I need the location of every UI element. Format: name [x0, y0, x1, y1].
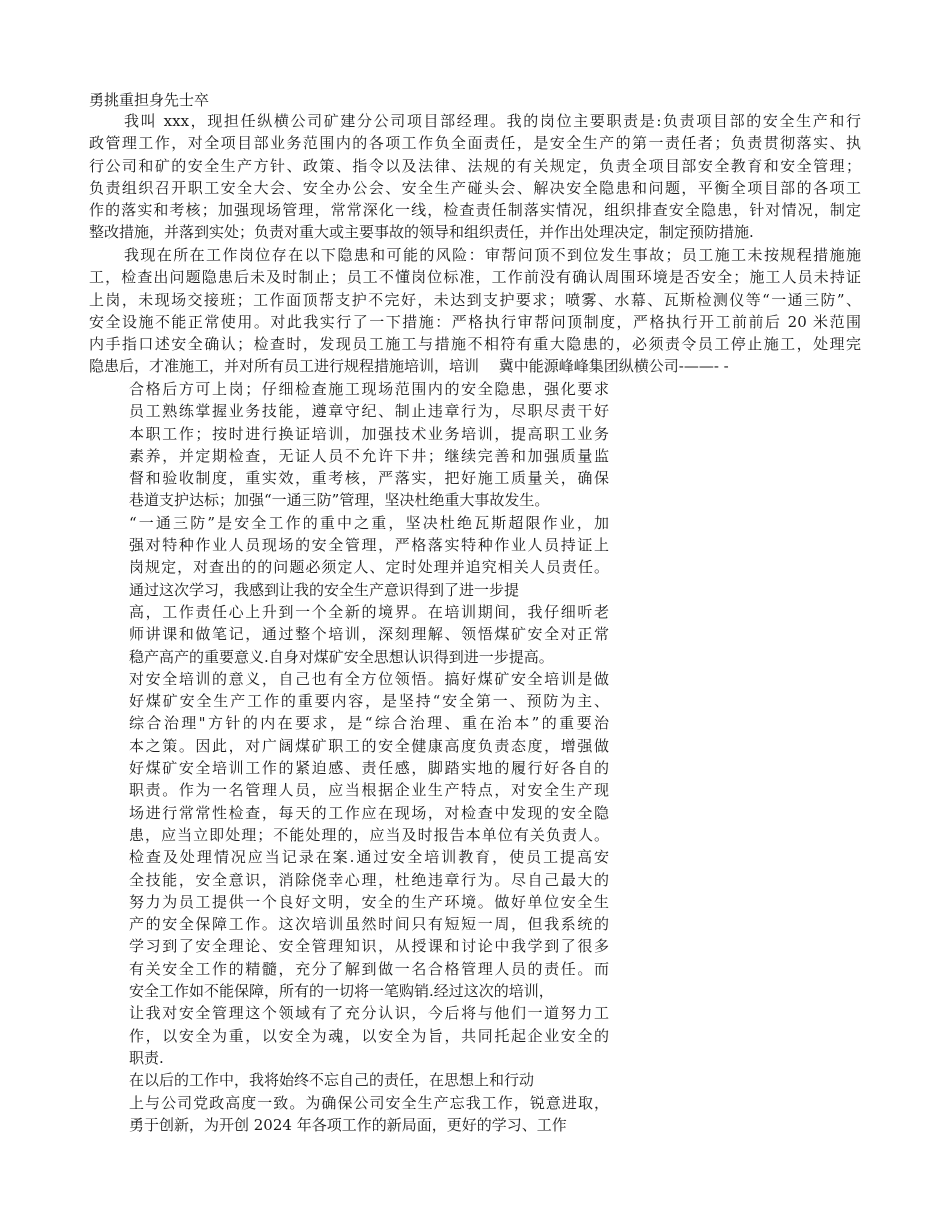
- text-line: 综合治理"方针的内在要求，是“综合治理、重在治本”的重要治: [129, 714, 609, 733]
- text-line: 作，以安全为重，以安全为魂，以安全为旨，共同托起企业安全的: [129, 1026, 609, 1045]
- paragraph-responsibilities: [89, 110, 861, 244]
- document-title: 勇挑重担身先士卒: [89, 91, 210, 109]
- text-line: 好煤矿安全生产工作的重要内容，是坚持“安全第一、预防为主、: [129, 692, 609, 711]
- text-line: 稳产高产的重要意义.自身对煤矿安全思想认识得到进一步提高。: [129, 647, 554, 666]
- text-line: 内手指口述安全确认；检查时，发现员工施工与措施不相符有重大隐患的，必须责令员工停止施工，处理完: [89, 335, 861, 354]
- text-line: 本职工作；按时进行换证培训，加强技术业务培训，提高职工业务: [129, 424, 609, 443]
- text-line: 工，检查出问题隐患后未及时制止；员工不懂岗位标准，工作前没有确认周围环境是否安全；施工人员未持证: [89, 268, 861, 287]
- text-line: 整改措施，并落到实处；负责对重大或主要事故的领导和组织责任，并作出处理决定，制定预防措施.: [89, 223, 754, 242]
- text-line: 职责。作为一名管理人员，应当根据企业生产特点，对安全生产现: [129, 781, 609, 800]
- text-line: 好煤矿安全培训工作的紧迫感、责任感，脚踏实地的履行好各自的: [129, 759, 609, 778]
- text-line: 通过这次学习，我感到让我的安全生产意识得到了进一步提: [129, 580, 520, 599]
- text-line: 检查及处理情况应当记录在案.通过安全培训教育，使员工提高安: [129, 848, 609, 867]
- text-line: 师讲课和做笔记，通过整个培训，深刻理解、领悟煤矿安全对正常: [129, 625, 609, 644]
- text-line: 上与公司党政高度一致。为确保公司安全生产忘我工作，锐意进取，: [129, 1093, 609, 1112]
- text-line: 负责组织召开职工安全大会、安全办公会、安全生产碰头会、解决安全隐患和问题，平衡全项目部的各项工: [89, 178, 861, 197]
- text-line: 在以后的工作中，我将始终不忘自己的责任，在思想上和行动: [129, 1071, 535, 1090]
- text-line: 让我对安全管理这个领域有了充分认识，今后将与他们一道努力工: [129, 1004, 609, 1023]
- text-line: 作的落实和考核；加强现场管理，常常深化一线，检查责任制落实情况，组织排查安全隐患，针对情况，制定: [89, 201, 861, 220]
- text-line: 学习到了安全理论、安全管理知识，从授课和讨论中我学到了很多: [129, 937, 609, 956]
- paragraph-training: [129, 378, 609, 1136]
- text-line: 督和验收制度，重实效，重考核，严落实，把好施工质量关，确保: [129, 469, 609, 488]
- paragraph-risks: [89, 244, 861, 378]
- text-line: 员工熟练掌握业务技能，遵章守纪、制止违章行为，尽职尽责干好: [129, 402, 609, 421]
- text-line: 岗规定，对查出的的问题必须定人、定时处理并追究相关人员责任。: [129, 558, 609, 577]
- text-line: 对安全培训的意义，自己也有全方位领悟。搞好煤矿安全培训是做: [129, 669, 609, 688]
- text-line: “一通三防”是安全工作的重中之重，坚决杜绝瓦斯超限作业，加: [129, 513, 609, 532]
- text-line: 合格后方可上岗；仔细检查施工现场范围内的安全隐患，强化要求: [129, 380, 609, 398]
- text-line: 安全设施不能正常使用。对此我实行了一下措施：严格执行审帮问顶制度，严格执行开工前前后 20 米范围: [89, 312, 861, 331]
- text-line: 安全工作如不能保障，所有的一切将一笔购销.经过这次的培训，: [129, 982, 554, 1001]
- text-line: 全技能，安全意识，消除侥幸心理，杜绝违章行为。尽自己最大的: [129, 870, 609, 889]
- text-line: 强对特种作业人员现场的安全管理，严格落实特种作业人员持证上: [129, 536, 609, 555]
- text-line: 高，工作责任心上升到一个全新的境界。在培训期间，我仔细听老: [129, 602, 609, 621]
- text-line: 努力为员工提供一个良好文明，安全的生产环境。做好单位安全生: [129, 892, 609, 911]
- text-line: 上岗，未现场交接班；工作面顶帮支护不完好，未达到支护要求；喷雾、水幕、瓦斯检测仪等“一通三防”、: [89, 290, 861, 309]
- text-line: 勇于创新，为开创 2024 年各项工作的新局面，更好的学习、工作: [129, 1115, 567, 1134]
- text-line: 行公司和矿的安全生产方针、政策、指令以及法律、法规的有关规定，负责全项目部安全教育和安全管理；: [89, 156, 861, 175]
- text-line: 场进行常常性检查，每天的工作应在现场，对检查中发现的安全隐: [129, 803, 609, 822]
- text-line: 隐患后，才准施工，并对所有员工进行规程措施培训，培训 冀中能源峰峰集团纵横公司-——- -: [89, 357, 729, 376]
- text-line: 有关安全工作的精髓，充分了解到做一名合格管理人员的责任。而: [129, 959, 609, 978]
- text-line: 我现在所在工作岗位存在以下隐患和可能的风险：审帮问顶不到位发生事故；员工施工未按规程措施施: [124, 246, 861, 264]
- text-line: 我叫 xxx，现担任纵横公司矿建分公司项目部经理。我的岗位主要职责是:负责项目部的安全生产和行: [124, 112, 861, 130]
- text-line: 产的安全保障工作。这次培训虽然时间只有短短一周，但我系统的: [129, 915, 609, 934]
- text-line: 职责.: [129, 1048, 164, 1067]
- text-line: 素养，并定期检查，无证人员不允许下井；继续完善和加强质量监: [129, 446, 609, 465]
- text-line: 巷道支护达标；加强“一通三防”管理，坚决杜绝重大事故发生。: [129, 491, 550, 510]
- text-line: 患，应当立即处理；不能处理的，应当及时报告本单位有关负责人。: [129, 825, 609, 844]
- text-line: 本之策。因此，对广阔煤矿职工的安全健康高度负责态度，增强做: [129, 736, 609, 755]
- text-line: 政管理工作，对全项目部业务范围内的各项工作负全面责任，是安全生产的第一责任者；负责贯彻落实、执: [89, 134, 861, 153]
